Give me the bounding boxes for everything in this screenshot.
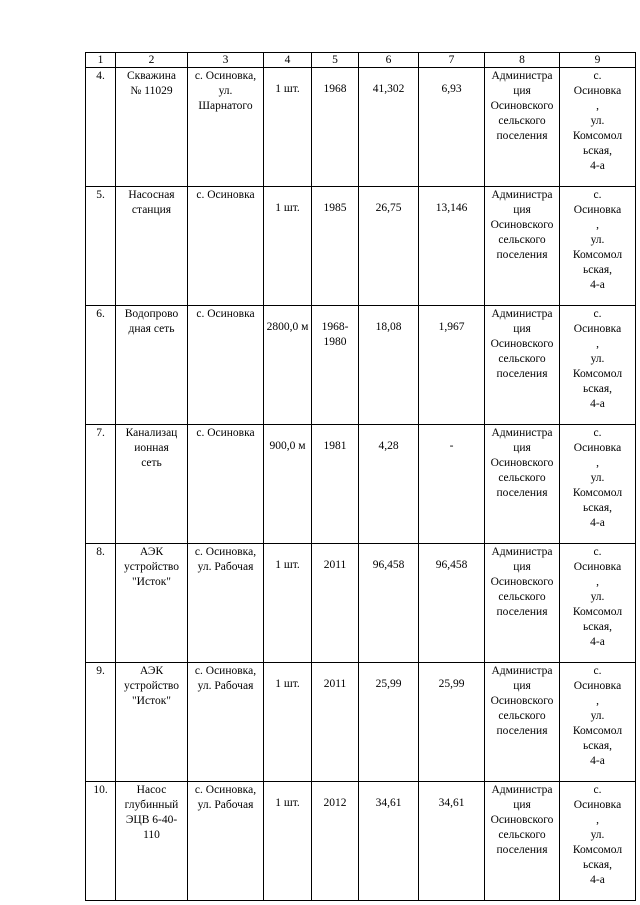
table-row <box>86 68 636 187</box>
cell-object-address: с. Осиновка, ул. Рабочая <box>188 782 264 901</box>
cell-owner-address: с. Осиновка , ул. Комсомол ьская, 4-а <box>560 306 636 425</box>
cell-quantity: 1 шт. <box>264 663 312 782</box>
table-row <box>86 663 636 782</box>
cell-quantity: 1 шт. <box>264 68 312 187</box>
cell-value-col6: 25,99 <box>359 663 419 782</box>
cell-owner-address: с. Осиновка , ул. Комсомол ьская, 4-а <box>560 663 636 782</box>
cell-object-address: с. Осиновка <box>188 306 264 425</box>
column-header: 1 <box>86 53 116 68</box>
cell-owner-address: с. Осиновка , ул. Комсомол ьская, 4-а <box>560 187 636 306</box>
table-row <box>86 425 636 544</box>
cell-owner-address: с. Осиновка , ул. Комсомол ьская, 4-а <box>560 782 636 901</box>
cell-quantity: 1 шт. <box>264 544 312 663</box>
cell-value-col7: 25,99 <box>419 663 485 782</box>
column-header: 6 <box>359 53 419 68</box>
cell-owner: Администра ция Осиновского сельского поселения <box>485 425 560 544</box>
cell-owner: Администра ция Осиновского сельского поселения <box>485 782 560 901</box>
cell-value-col6: 26,75 <box>359 187 419 306</box>
column-header: 7 <box>419 53 485 68</box>
cell-object-address: с. Осиновка, ул. Рабочая <box>188 663 264 782</box>
cell-owner-address: с. Осиновка , ул. Комсомол ьская, 4-а <box>560 68 636 187</box>
cell-owner: Администра ция Осиновского сельского поселения <box>485 68 560 187</box>
column-header: 9 <box>560 53 636 68</box>
cell-object-address: с. Осиновка <box>188 425 264 544</box>
cell-owner: Администра ция Осиновского сельского поселения <box>485 187 560 306</box>
column-header: 4 <box>264 53 312 68</box>
cell-object-name: АЭК устройство "Исток" <box>116 544 188 663</box>
cell-year: 1968 <box>312 68 359 187</box>
cell-value-col7: 96,458 <box>419 544 485 663</box>
property-registry-table <box>85 52 636 901</box>
cell-owner: Администра ция Осиновского сельского поселения <box>485 306 560 425</box>
cell-object-name: Канализац ионная сеть <box>116 425 188 544</box>
cell-owner: Администра ция Осиновского сельского поселения <box>485 544 560 663</box>
cell-value-col6: 96,458 <box>359 544 419 663</box>
cell-object-name: Насос глубинный ЭЦВ 6-40- 110 <box>116 782 188 901</box>
cell-object-name: Насосная станция <box>116 187 188 306</box>
cell-value-col6: 18,08 <box>359 306 419 425</box>
cell-owner-address: с. Осиновка , ул. Комсомол ьская, 4-а <box>560 425 636 544</box>
cell-value-col7: 1,967 <box>419 306 485 425</box>
cell-value-col6: 4,28 <box>359 425 419 544</box>
column-header: 5 <box>312 53 359 68</box>
cell-value-col7: 13,146 <box>419 187 485 306</box>
table-row <box>86 544 636 663</box>
cell-value-col7: 6,93 <box>419 68 485 187</box>
cell-object-name: АЭК устройство "Исток" <box>116 663 188 782</box>
cell-value-col6: 41,302 <box>359 68 419 187</box>
table-row <box>86 306 636 425</box>
cell-object-address: с. Осиновка <box>188 187 264 306</box>
column-header: 3 <box>188 53 264 68</box>
column-header: 2 <box>116 53 188 68</box>
cell-row-number: 4. <box>86 68 116 187</box>
column-header: 8 <box>485 53 560 68</box>
cell-row-number: 9. <box>86 663 116 782</box>
cell-year: 2011 <box>312 663 359 782</box>
cell-row-number: 10. <box>86 782 116 901</box>
cell-year: 1968- 1980 <box>312 306 359 425</box>
cell-object-address: с. Осиновка, ул. Рабочая <box>188 544 264 663</box>
cell-object-name: Водопрово дная сеть <box>116 306 188 425</box>
table-row <box>86 782 636 901</box>
cell-row-number: 7. <box>86 425 116 544</box>
cell-quantity: 900,0 м <box>264 425 312 544</box>
cell-year: 1981 <box>312 425 359 544</box>
cell-row-number: 8. <box>86 544 116 663</box>
cell-year: 2011 <box>312 544 359 663</box>
cell-year: 1985 <box>312 187 359 306</box>
cell-object-name: Скважина № 11029 <box>116 68 188 187</box>
cell-value-col6: 34,61 <box>359 782 419 901</box>
cell-quantity: 1 шт. <box>264 187 312 306</box>
cell-object-address: с. Осиновка, ул. Шарнатого <box>188 68 264 187</box>
cell-row-number: 6. <box>86 306 116 425</box>
table-row <box>86 187 636 306</box>
cell-row-number: 5. <box>86 187 116 306</box>
cell-value-col7: - <box>419 425 485 544</box>
cell-quantity: 1 шт. <box>264 782 312 901</box>
cell-quantity: 2800,0 м <box>264 306 312 425</box>
cell-owner-address: с. Осиновка , ул. Комсомол ьская, 4-а <box>560 544 636 663</box>
cell-year: 2012 <box>312 782 359 901</box>
cell-value-col7: 34,61 <box>419 782 485 901</box>
table-header-row <box>86 53 636 68</box>
cell-owner: Администра ция Осиновского сельского поселения <box>485 663 560 782</box>
